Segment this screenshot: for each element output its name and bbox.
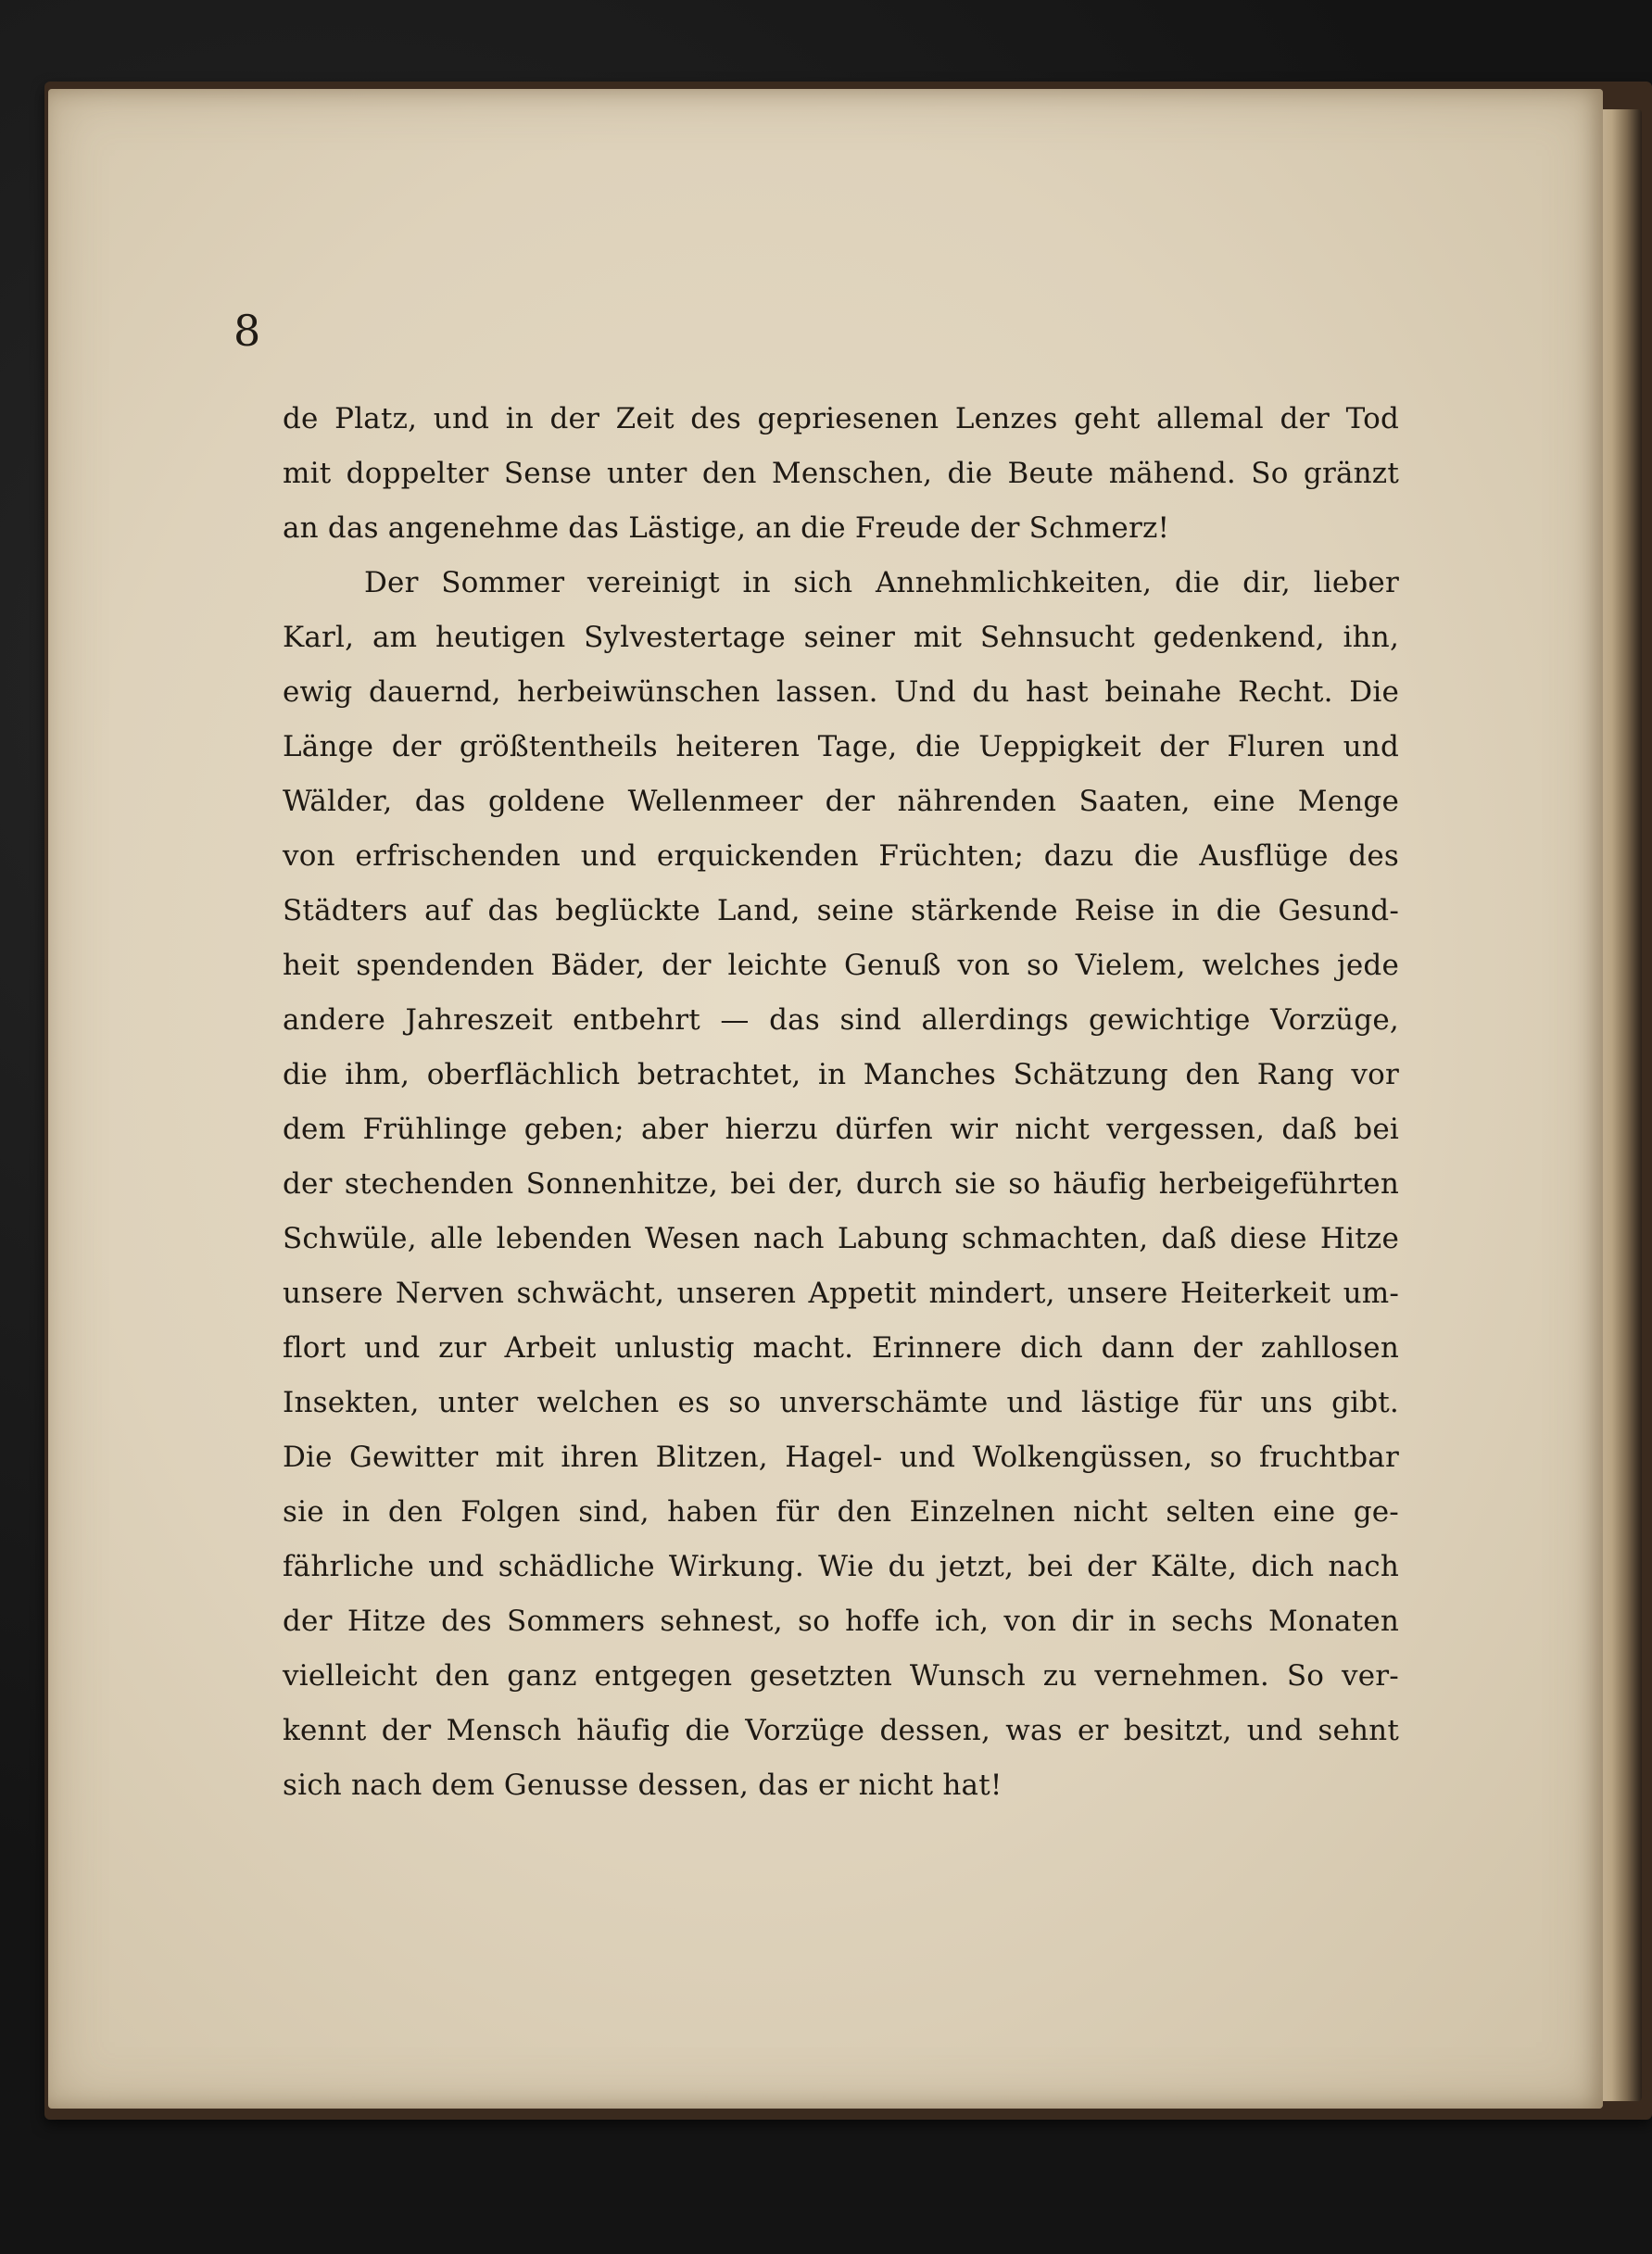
text-line: heit spendenden Bäder, der leichte Genuß von so Vielem, welches jede: [283, 949, 1399, 982]
text-line: an das angenehme das Lästige, an die Freude der Schmerz!: [283, 511, 1170, 545]
page-text: [283, 392, 1399, 1813]
text-line: de Platz, und in der Zeit des gepriesenen Lenzes geht allemal der Tod: [283, 402, 1399, 435]
text-line: vielleicht den ganz entgegen gesetzten Wunsch zu vernehmen. So ver-: [283, 1659, 1399, 1693]
text-line: kennt der Mensch häufig die Vorzüge dessen, was er besitzt, und sehnt: [283, 1714, 1399, 1747]
text-line: Der Sommer vereinigt in sich Annehmlichkeiten, die dir, lieber: [364, 566, 1399, 599]
text-line: die ihm, oberflächlich betrachtet, in Manches Schätzung den Rang vor: [283, 1058, 1399, 1091]
text-line: sie in den Folgen sind, haben für den Einzelnen nicht selten eine ge-: [283, 1495, 1399, 1529]
page-number: 8: [233, 306, 261, 356]
text-line: flort und zur Arbeit unlustig macht. Erinnere dich dann der zahllosen: [283, 1331, 1399, 1365]
text-line: ewig dauernd, herbeiwünschen lassen. Und du hast beinahe Recht. Die: [283, 675, 1399, 709]
text-line: Insekten, unter welchen es so unverschämte und lästige für uns gibt.: [283, 1386, 1399, 1419]
text-line: der stechenden Sonnenhitze, bei der, durch sie so häufig herbeigeführten: [283, 1167, 1399, 1201]
text-line: Länge der größtentheils heiteren Tage, die Ueppigkeit der Fluren und: [283, 730, 1399, 763]
text-line: der Hitze des Sommers sehnest, so hoffe ich, von dir in sechs Monaten: [283, 1605, 1399, 1638]
text-line: Die Gewitter mit ihren Blitzen, Hagel- und Wolkengüssen, so fruchtbar: [283, 1441, 1399, 1474]
text-line: von erfrischenden und erquickenden Früchten; dazu die Ausflüge des: [283, 839, 1399, 873]
text-line: unsere Nerven schwächt, unseren Appetit mindert, unsere Heiterkeit um-: [283, 1277, 1399, 1310]
text-line: mit doppelter Sense unter den Menschen, die Beute mähend. So gränzt: [283, 457, 1399, 490]
text-line: Schwüle, alle lebenden Wesen nach Labung schmachten, daß diese Hitze: [283, 1222, 1399, 1255]
text-line: sich nach dem Genusse dessen, das er nicht hat!: [283, 1769, 1003, 1802]
text-line: Städters auf das beglückte Land, seine stärkende Reise in die Gesund-: [283, 894, 1399, 927]
text-line: dem Frühlinge geben; aber hierzu dürfen wir nicht vergessen, daß bei: [283, 1113, 1399, 1146]
text-line: andere Jahreszeit entbehrt — das sind allerdings gewichtige Vorzüge,: [283, 1003, 1399, 1037]
text-line: fährliche und schädliche Wirkung. Wie du jetzt, bei der Kälte, dich nach: [283, 1550, 1399, 1583]
text-line: Karl, am heutigen Sylvestertage seiner mit Sehnsucht gedenkend, ihn,: [283, 621, 1399, 654]
text-line: Wälder, das goldene Wellenmeer der nährenden Saaten, eine Menge: [283, 785, 1399, 818]
